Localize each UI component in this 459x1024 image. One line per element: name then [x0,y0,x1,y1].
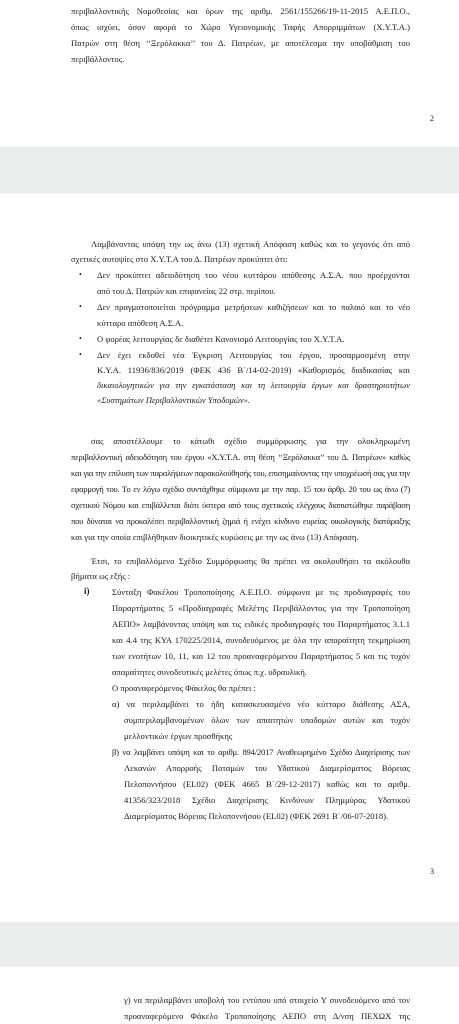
sub-item-line: 41356/323/2018 Σχέδιο Διαχείρισης Κινδύνων Πλημμύρας Υδατικού [124,795,410,805]
list-item-line: ΑΕΠΟ» λαμβάνοντας υπόψη και τις ειδικές προδιαγραφές του Παραρτήματος 3.1.1 [112,619,410,629]
sub-item-line: γ) να περιλαμβάνει υποβολή του εντύπου υπό στοιχείο Υ συνοδευόμενο από τον [124,995,410,1005]
list-subintro: Ο προαναφερόμενος Φάκελος θα πρέπει : [112,683,256,693]
sub-item-line: β) να λαμβάνει υπόψη και το αριθμ. 894/2017 Αναθεωρημένο Σχέδιο Διαχείρισης των [112,747,410,757]
sub-item-line: α) να περιλαμβάνει το ήδη κατασκευασμένο νέο κύτταρο διάθεσης ΑΣΑ, [112,699,410,709]
bullet-icon: • [79,350,82,359]
bullet-line: Δεν έχει εκδοθεί νέα Έγκριση Λειτουργίας του έργου, προσαρμοσμένη στην [97,350,410,360]
bullet-line: Δεν προκύπτει αδειοδότηση του νέου κυττάρου απόθεσης Α.Σ.Α. που προέρχονται [97,270,410,280]
bullet-line: «Συστημάτων Περιβαλλοντικών Υποδομών». [97,395,251,405]
list-item-line: Παραρτήματος 5 «Προδιαγραφές Μελέτης Περιβάλλοντος για την Τροποποίηση [112,603,410,613]
paragraph-line: και για την οποία επιβλήθηκαν διοικητικές κυρώσεις με την ως άνω (13) Απόφαση. [71,532,359,542]
paragraph-line: βήματα ως εξής : [71,571,131,581]
page-number: 2 [430,114,434,123]
paragraph-line: Έτσι, το επιβαλλόμενο Σχέδιο Συμμόρφωσης θα πρέπει να ακολουθήσει τα ακόλουθα [91,556,410,566]
paragraph-line: που δύναται να προκαλέσει περιβαλλοντική ζημιά ή ενέχει κίνδυνο ευρείας οικολογικής διατάραξης [71,516,410,526]
paragraph-line: εφαρμογή του. Το εν λόγω σχέδιο συντάχθηκε σύμφωνα με την παρ. 15 του άρθρ. 20 του ως άνω (7) [71,484,410,494]
list-item-line: Σύνταξη Φακέλου Τροποποίησης Α.Ε.Π.Ο. σύμφωνα με τις προδιαγραφές του [112,587,410,597]
bullet-icon: • [79,270,82,279]
list-marker: i) [84,586,90,596]
bullet-icon: • [79,334,82,343]
list-item-line: απαραίτητες συνοδευτικές μελέτες όπως π.χ. υδραυλική. [112,667,307,677]
document-page-3 [0,193,459,922]
bullet-line: Ο φορέας λειτουργίας δε διαθέτει Κανονισμό Λειτουργίας του Χ.Υ.Τ.Α. [97,334,345,344]
paragraph-line: περιβαλλοντικής Νομοθεσίας και όρων της αριθμ. 2561/155266/19-11-2015 Α.Ε.Π.Ο., [71,6,410,16]
bullet-line: δικαιολογητικών για την εγκατάσταση και τη λειτουργία έργων και δραστηριοτήτων [97,380,410,390]
sub-item-line: Πελοποννήσου (EL02) (ΦΕΚ 4665 Β΄/29-12-2017) καθώς και το αριθμ. [124,779,410,789]
paragraph-line: Λαμβάνοντας υπόψη την ως άνω (13) σχετική Απόφαση καθώς και το γεγονός ότι από [91,239,410,249]
bullet-line: από του Δ. Πατρών και επιφανείας 22 στρ. περίπου. [97,286,276,296]
paragraph-line: σχετικού Νόμου και επιβάλλεται διότι ύστερα από τους σχετικούς ελέγχους διαπιστώθηκε παράβαση [71,500,410,510]
paragraph-line: σχετικές αυτοψίες στο Χ.Υ.Τ.Α του Δ. Πατρέων προκύπτει ότι: [71,254,288,264]
paragraph-line: περιβάλλοντος. [71,54,125,64]
list-item-line: των ενοτήτων 10, 11, και 12 του προαναφερόμενου Παραρτήματος 5 και τις τυχόν [112,651,410,661]
bullet-line: Δεν πραγματοποιείται πρόγραμμα μετρήσεων καθιζήσεων και το παλαιό και το νέο [97,302,410,312]
document-page-4 [0,967,459,1024]
paragraph-line: όπως ισχύει, όσον αφορά το Χώρο Υγειονομικής Ταφής Απορριμμάτων (Χ.Υ.Τ.Α.) [71,22,410,32]
sub-item-line: Λεκανών Απορροής Ποταμών του Υδατικού Διαμερίσματος Βόρειας [124,763,410,773]
sub-item-line: συμπεριλαμβανομένων όλων των απαιτητών υποδομών αυτών και τυχόν [124,715,410,725]
sub-item-line: προαναφερόμενο Φάκελο Τροποποίησης ΑΕΠΟ στη Δ/νση ΠΕΧΩΧ της [124,1011,410,1021]
sub-item-line: μελλοντικών έργων προσθήκης [124,731,233,741]
bullet-line: Κ.Υ.Α. 11936/836/2019 (ΦΕΚ 436 Β΄/14-02-2019) «Καθορισμός διαδικασίας και [97,365,410,375]
paragraph-line: και για την επίλυση των παραλήψεων παρακολούθησής του, επισημαίνοντας την υποχρέωσή σας για την [71,468,410,478]
page-number: 3 [430,867,434,876]
paragraph-line: Πατρών στη θέση ‘‘Ξερόλακκα’’ του Δ. Πατρέων, με αποτέλεσμα την υποβάθμιση του [71,38,410,48]
list-item-line: και 4.4 της ΚΥΑ 170225/2014, συνοδευόμενος με όλα την απαραίτητη τεκμηρίωση [112,635,410,645]
bullet-line: κύτταρο απόθεση Α.Σ.Α. [97,318,184,328]
document-page-2 [0,0,459,147]
paragraph-line: σας αποστέλλουμε το κάτωθι σχέδιο συμμόρφωσης για την ολοκληρωμένη [91,436,410,446]
sub-item-line: Διαμερίσματος Βόρειας Πελοποννήσου (EL02) (ΦΕΚ 2691 Β΄/06-07-2018). [124,811,389,821]
bullet-icon: • [79,302,82,311]
paragraph-line: περιβαλλοντική αδειοδότηση του έργου «Χ.Υ.Τ.Α. στη θέση ‘‘Ξερόλακκα’’ του Δ. Πατρέων» καθώς [71,452,410,462]
